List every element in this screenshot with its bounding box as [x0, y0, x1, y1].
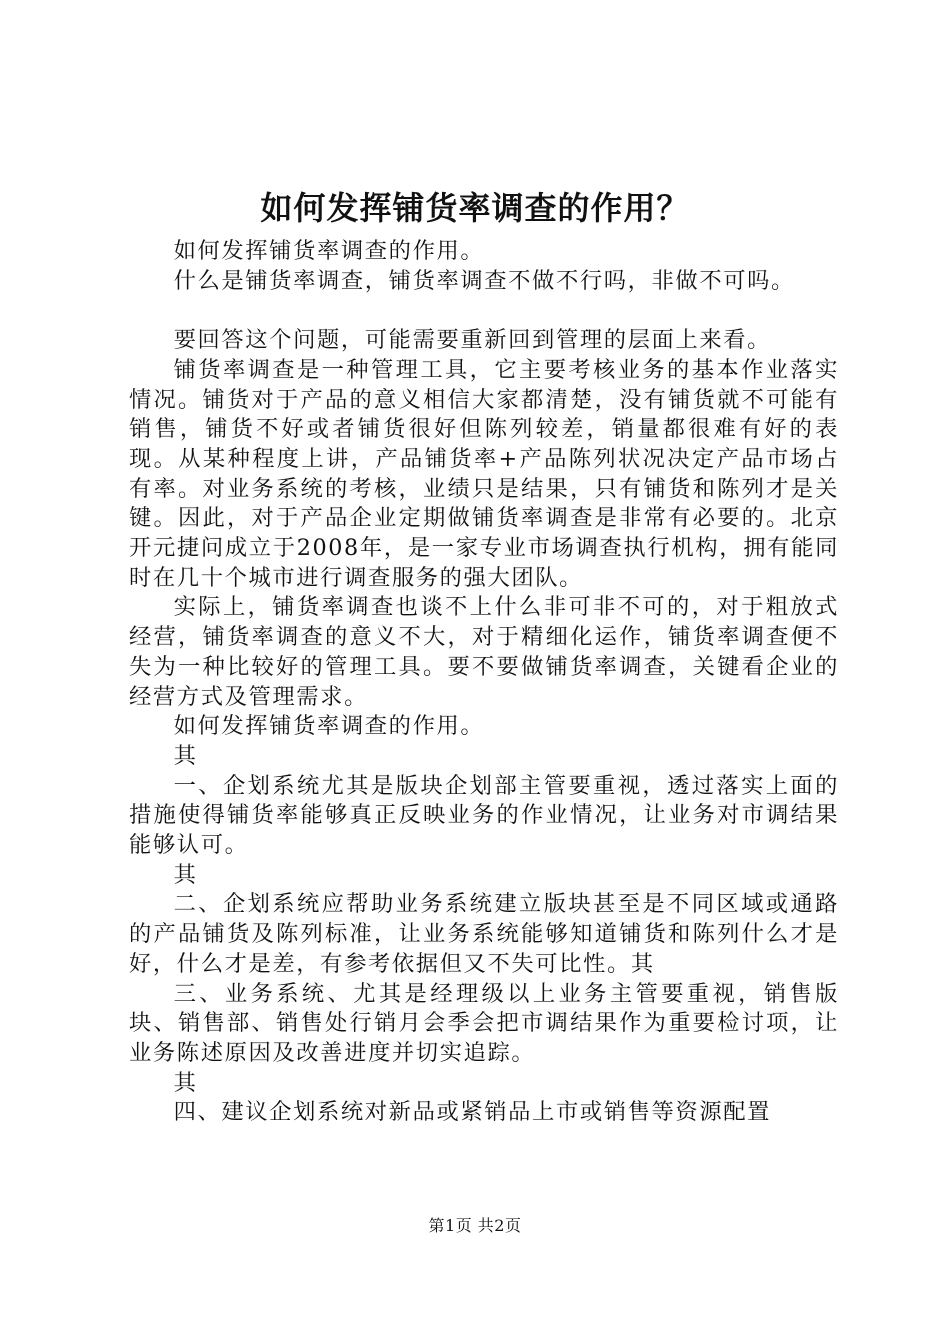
paragraph: 什么是铺货率调查，铺货率调查不做不行吗，非做不可吗。 [173, 267, 795, 294]
paragraph: 其 [173, 861, 198, 888]
paragraph: 如何发挥铺货率调查的作用。 [173, 713, 485, 740]
paragraph: 要回答这个问题，可能需要重新回到管理的层面上来看。 [173, 327, 772, 354]
paragraph: 二、企划系统应帮助业务系统建立版块甚至是不同区域或通路的产品铺货及陈列标准，让业务系统能够知道铺货和陈列什么才是好，什么才是差，有参考依据但又不失可比性。其 [129, 891, 839, 977]
paragraph: 如何发挥铺货率调查的作用。 [173, 238, 485, 264]
paragraph: 三、业务系统、尤其是经理级以上业务主管要重视，销售版块、销售部、销售处行销月会季会把市调结果作为重要检讨项，让业务陈述原因及改善进度并切实追踪。 [129, 980, 839, 1066]
paragraph: 其 [173, 1069, 198, 1096]
document-body [129, 237, 839, 1128]
paragraph: 实际上，铺货率调查也谈不上什么非可非不可的，对于粗放式经营，铺货率调查的意义不大，对于精细化运作，铺货率调查便不失为一种比较好的管理工具。要不要做铺货率调查，关键看企业的经营方式及管理需求。 [129, 594, 839, 710]
paragraph: 其 [173, 742, 198, 769]
page-footer: 第1页 共2页 [428, 1216, 522, 1235]
paragraph: 铺货率调查是一种管理工具，它主要考核业务的基本作业落实情况。铺货对于产品的意义相信大家都清楚，没有铺货就不可能有销售，铺货不好或者铺货很好但陈列较差，销量都很难有好的表现。从某种程度上讲，产品铺货率+产品陈列状况决定产品市场占有率。对业务系统的考核，业绩只是结果，只有铺货和陈列才是关键。因此，对于产品企业定期做铺货率调查是非常有必要的。北京开元捷问成立于2008年，是一家专业市场调查执行机构，拥有能同时在几十个城市进行调查服务的强大团队。 [129, 356, 839, 591]
blank-line [129, 296, 839, 326]
paragraph: 四、建议企划系统对新品或紧销品上市或销售等资源配置 [173, 1099, 772, 1126]
document-title: 如何发挥铺货率调查的作用？ [260, 189, 690, 227]
paragraph: 一、企划系统尤其是版块企划部主管要重视，透过落实上面的措施使得铺货率能够真正反映业务的作业情况，让业务对市调结果能够认可。 [129, 772, 839, 859]
